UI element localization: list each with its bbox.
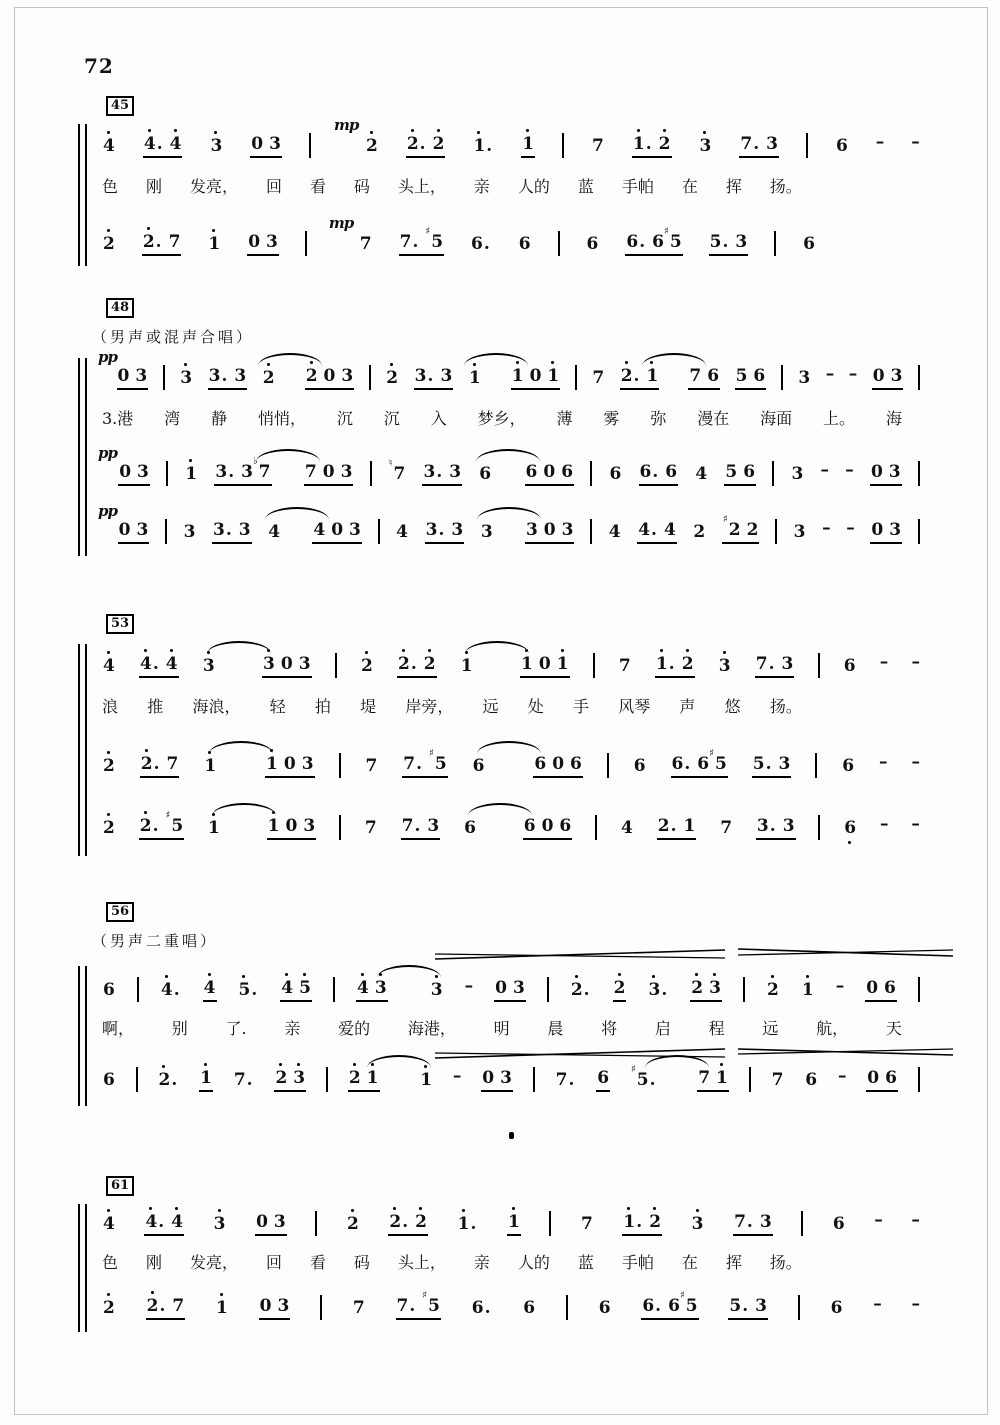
- lyrics-line: 啊， 别 了. 亲 爱的 海港， 明 晨 将 启 程 远 航， 天: [102, 1019, 902, 1038]
- system-brace: [78, 358, 87, 556]
- ink-speck: [509, 1132, 514, 1139]
- hairpin-dynamic-mark: [435, 946, 725, 962]
- voice-line-alto: 2 2 . 7 1 0 3 mp 7 7 . ♯5 6 . 6 6 6 . 6 ♯5 5 . 3 6: [103, 214, 816, 254]
- rehearsal-mark-48: 48: [106, 298, 134, 318]
- section-label-choir: （男声或混声合唱）: [92, 328, 255, 346]
- voice-line-2: 2 2 . 7 1 1 0 3 7 7 . ♯5 6 6 0 6 6 6 . 6 ♯5 5 . 3 6 – –: [102, 748, 920, 778]
- lyrics-line: 3.港 湾 静 悄悄， 沉 沉 入 梦乡， 薄 雾 弥 漫在 海面 上。 海: [102, 409, 902, 428]
- system-brace: [78, 644, 87, 856]
- lyrics-line: 浪 推 海浪， 轻 拍 堤 岸旁， 远 处 手 风琴 声 悠 扬。: [102, 697, 802, 716]
- voice-line-soprano: 4 4 . 4 3 0 3 2 2 . 2 1 . 1 7 1 . 2 3 7 . 3 6 – –: [102, 1206, 920, 1236]
- voice-line-3: pp 0 3 3 3 . 3 4 4 0 3 4 3 . 3 3 3 0 3 4 4 . 4 2 ♯2 2 3 – – 0 3: [102, 514, 920, 544]
- voice-line-2: pp 0 3 1 3 . 3 ♭7 7 0 3 ♮7 3 . 3 6 6 0 6 6 6 . 6 4 5 6 3 – – 0 3: [102, 456, 920, 486]
- voice-line-alto: 2 2 . 7 1 0 3 7 7 . ♯5 6 . 6 6 6 . 6 ♯5 5 . 3 6 – –: [103, 1290, 920, 1318]
- voice-line-tenor-1: 6 4 . 4 5 . 4 5 4 3 3 – 0 3 2 . 2 3 . 2 3 2 1 – 0 6: [102, 972, 920, 1002]
- rehearsal-mark-45: 45: [106, 96, 134, 116]
- system-brace: [78, 124, 87, 266]
- voice-line-1: pp 0 3 3 3 . 3 2 2 0 3 2 3 . 3 1 1 0 1 7 2 . 1 7 6 5 6 3 – – 0 3: [102, 360, 920, 390]
- rehearsal-mark-56: 56: [106, 902, 134, 922]
- section-label-duet: （男声二重唱）: [92, 932, 219, 950]
- system-brace: [78, 966, 87, 1106]
- hairpin-dynamic-mark: [738, 944, 953, 960]
- lyrics-line: 色 刚 发亮， 回 看 码 头上， 亲 人的 蓝 手帕 在 挥 扬。: [102, 177, 802, 196]
- system-brace: [78, 1204, 87, 1332]
- voice-line-soprano: 4 4 . 4 3 0 3 mp 2 2 . 2 1 . 1 7 1 . 2 3 7 . 3 6 – –: [103, 116, 920, 156]
- hairpin-dynamic-mark: [738, 1044, 953, 1060]
- rehearsal-mark-61: 61: [106, 1176, 134, 1196]
- voice-line-tenor-2: 6 2 . 1 7 . 2 3 2 1 1 – 0 3 7 . 6 ♯5 . 7 1 7 6 – 0 6: [102, 1062, 920, 1092]
- lyrics-line: 色 刚 发亮， 回 看 码 头上， 亲 人的 蓝 手帕 在 挥 扬。: [102, 1253, 802, 1272]
- rehearsal-mark-53: 53: [106, 614, 134, 634]
- voice-line-1: 4 4 . 4 3 3 0 3 2 2 . 2 1 1 0 1 7 1 . 2 3 7 . 3 6 – –: [102, 648, 920, 678]
- page-number: 72: [84, 54, 114, 78]
- voice-line-3: 2 2 . ♯5 1 1 0 3 7 7 . 3 6 6 0 6 4 2 . 1 7 3 . 3 6 – –: [102, 810, 920, 840]
